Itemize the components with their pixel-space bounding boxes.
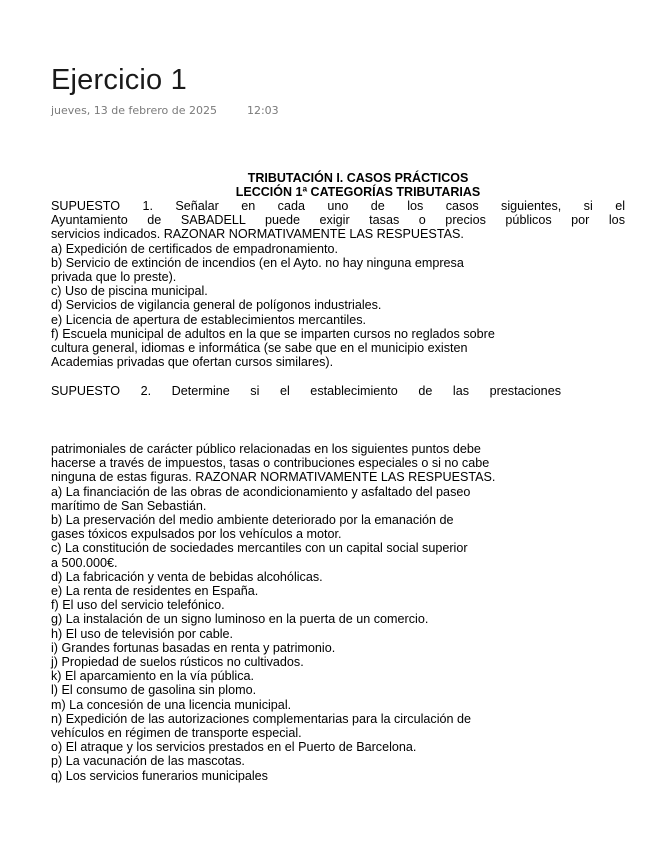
doc-heading-1: TRIBUTACIÓN I. CASOS PRÁCTICOS [247,171,469,185]
supuesto-1-line: Ayuntamiento de SABADELL puede exigir tasas o precios públicos por los [51,213,625,228]
supuesto-2-item: b) La preservación del medio ambiente deteriorado por la emanación de [51,513,454,528]
supuesto-2-item: k) El aparcamiento en la vía pública. [51,669,255,684]
supuesto-2-item: gases tóxicos expulsados por los vehículos a motor. [51,527,342,542]
supuesto-2-block[interactable] [51,442,585,783]
supuesto-2-item: o) El atraque y los servicios prestados en el Puerto de Barcelona. [51,740,417,755]
supuesto-1-item: d) Servicios de vigilancia general de polígonos industriales. [51,298,382,313]
supuesto-1-item: Academias privadas que ofertan cursos similares). [51,355,334,370]
supuesto-2-item: h) El uso de televisión por cable. [51,626,234,641]
supuesto-2-line: hacerse a través de impuestos, tasas o contribuciones especiales o si no cabe [51,456,490,471]
supuesto-2-item: vehículos en régimen de transporte especial. [51,726,302,741]
supuesto-2-item: i) Grandes fortunas basadas en renta y patrimonio. [51,640,336,655]
supuesto-2-item: f) El uso del servicio telefónico. [51,598,225,613]
supuesto-1-item: f) Escuela municipal de adultos en la que se imparten cursos no reglados sobre [51,326,495,341]
supuesto-2-intro[interactable] [51,384,561,398]
supuesto-2-line: patrimoniales de carácter público relacionadas en los siguientes puntos debe [51,442,481,456]
supuesto-1-line: servicios indicados. RAZONAR NORMATIVAMENTE LAS RESPUESTAS. [51,227,464,242]
supuesto-2-item: g) La instalación de un signo luminoso en la puerta de un comercio. [51,612,429,627]
supuesto-2-line: ninguna de estas figuras. RAZONAR NORMATIVAMENTE LAS RESPUESTAS. [51,470,496,485]
supuesto-2-item: d) La fabricación y venta de bebidas alcohólicas. [51,569,323,584]
supuesto-2-item: n) Expedición de las autorizaciones complementarias para la circulación de [51,711,472,726]
supuesto-1-item: c) Uso de piscina municipal. [51,284,208,299]
supuesto-2-item: l) El consumo de gasolina sin plomo. [51,683,257,698]
supuesto-2-item: m) La concesión de una licencia municipal. [51,697,292,712]
page-time: 12:03 [246,104,279,117]
supuesto-1-item: cultura general, idiomas e informática (se sabe que en el municipio existen [51,341,468,356]
page-title[interactable]: Ejercicio 1 [51,64,187,96]
supuesto-2-intro-line: SUPUESTO 2. Determine si el establecimiento de las prestaciones [51,384,561,398]
supuesto-2-item: marítimo de San Sebastián. [51,498,207,513]
supuesto-2-item: j) Propiedad de suelos rústicos no cultivados. [51,655,304,670]
supuesto-2-item: a) La financiación de las obras de acondicionamiento y asfaltado del paseo [51,484,471,499]
supuesto-1-item: privada que lo preste). [51,270,177,285]
supuesto-2-item: q) Los servicios funerarios municipales [51,768,268,783]
supuesto-1-line: SUPUESTO 1. Señalar en cada uno de los casos siguientes, si el [51,199,625,213]
supuesto-2-item: c) La constitución de sociedades mercantiles con un capital social superior [51,541,468,556]
supuesto-2-item: p) La vacunación de las mascotas. [51,754,245,769]
supuesto-1-block[interactable] [51,199,625,369]
supuesto-1-item: b) Servicio de extinción de incendios (en el Ayto. no hay ninguna empresa [51,255,464,270]
supuesto-1-item: a) Expedición de certificados de empadronamiento. [51,241,339,256]
supuesto-2-item: e) La renta de residentes en España. [51,584,259,599]
page-meta [51,104,279,117]
supuesto-1-item: e) Licencia de apertura de establecimientos mercantiles. [51,312,367,327]
page-date: jueves, 13 de febrero de 2025 [51,104,217,117]
supuesto-2-item: a 500.000€. [51,555,118,570]
doc-heading-2: LECCIÓN 1ª CATEGORÍAS TRIBUTARIAS [235,185,481,199]
